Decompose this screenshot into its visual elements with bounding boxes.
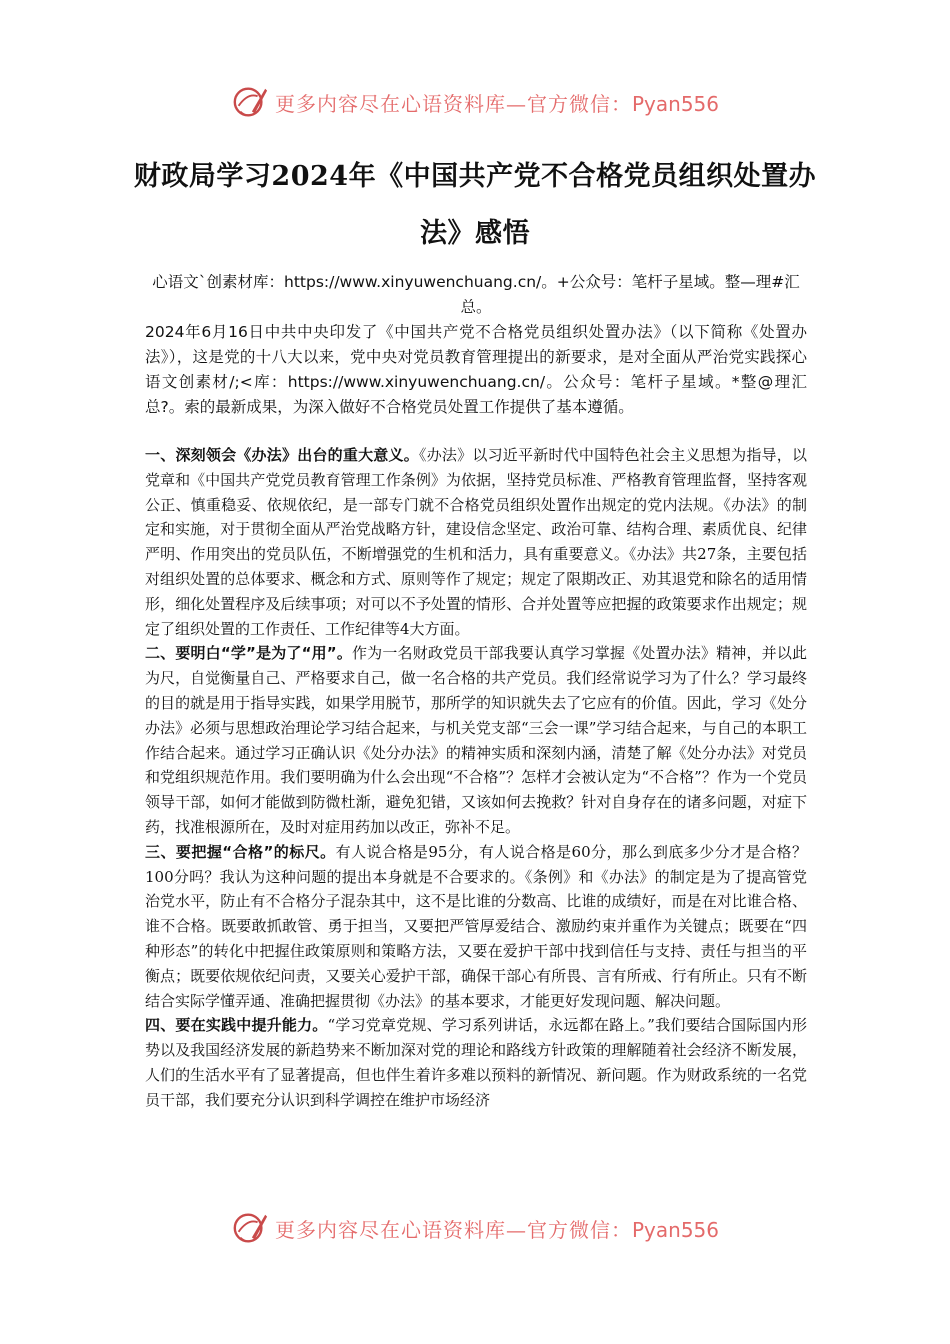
section-paragraph <box>145 641 807 839</box>
wechat-id: Pyan556 <box>631 1217 719 1242</box>
wechat-id: Pyan556 <box>631 91 719 116</box>
section-text: 作为一名财政党员干部我要认真学习掌握《处置办法》精神，并以此为尺，自觉衡量自己、严格要求自己，做一名合格的共产党员。我们经常说学习为了什么？学习最终的目的就是用于指导实践，如果学用脱节，那所学的知识就失去了它应有的价值。因此，学习《处分办法》必须与思想政治理论学习结合起来，与机关党支部“三会一课”学习结合起来，与自己的本职工作结合起来。通过学习正确认识《处分办法》的精神实质和深刻内涵，清楚了解《处分办法》对党员和党组织规范作用。我们要明确为什么会出现“不合格”？怎样才会被认定为“不合格”？作为一个党员领导干部，如何才能做到防微杜渐，避免犯错，又该如何去挽救？针对自身存在的诸多问题，对症下药，找准根源所在，及时对症用药加以改正，弥补不足。 <box>145 644 807 836</box>
section-heading: 三、要把握“合格”的标尺。 <box>145 842 336 861</box>
watermark-banner-top <box>0 80 950 124</box>
section-heading: 四、要在实践中提升能力。 <box>145 1016 328 1035</box>
document-body <box>145 443 807 1113</box>
page-title: 财政局学习2024年《中国共产党不合格党员组织处置办法》感悟 <box>133 161 817 249</box>
watermark-label: 更多内容尽在心语资料库—官方微信： <box>274 1217 632 1242</box>
section-heading: 一、深刻领会《办法》出台的重大意义。 <box>145 446 419 464</box>
intro-paragraph: 2024年6月16日中共中央印发了《中国共产党不合格党员组织处置办法》（以下简称《处置办法》），这是党的十八大以来，党中央对党员教育管理提出的新要求，是对全面从严治党实践探心语文创素材/;<库：https://www.xinyuwenchuang.cn/。公众号：笔杆子星域。*整@理汇总?。索的最新成果，为深入做好不合格党员处置工作提供了基本遵循。 <box>145 323 807 416</box>
source-line: 心语文`创素材库：https://www.xinyuwenchuang.cn/。+公众号：笔杆子星域。整—理#汇总。 <box>152 273 800 316</box>
section-paragraph <box>145 443 807 641</box>
watermark-label: 更多内容尽在心语资料库—官方微信： <box>274 91 632 116</box>
section-paragraph <box>145 1013 807 1112</box>
section-paragraph <box>145 840 807 1014</box>
watermark-text <box>275 1214 719 1243</box>
section-text: 有人说合格是95分，有人说合格是60分，那么到底多少分才是合格？100分吗？我认为这种问题的提出本身就是不合要求的。《条例》和《办法》的制定是为了提高管党治党水平，防止有不合格分子混杂其中，这不是比谁的分数高、比谁的成绩好，而是在对比谁合格、谁不合格。既要敢抓敢管、勇于担当，又要把严管厚爱结合、激励约束并重作为关键点；既要在“四种形态”的转化中把握住政策原则和策略方法，又要在爱护干部中找到信任与支持、责任与担当的平衡点；既要依规依纪问责，又要关心爱护干部，确保干部心有所畏、言有所戒、行有所止。只有不断结合实际学懂弄通、准确把握贯彻《办法》的基本要求，才能更好发现问题、解决问题。 <box>145 842 808 1010</box>
pen-logo-icon <box>231 83 269 121</box>
section-heading: 二、要明白“学”是为了“用”。 <box>145 644 353 663</box>
section-text: 《办法》以习近平新时代中国特色社会主义思想为指导，以党章和《中国共产党党员教育管理工作条例》为依据，坚持党员标准、严格教育管理监督，坚持客观公正、慎重稳妥、依规依纪，是一部专门就不合格党员组织处置作出规定的党内法规。《办法》的制定和实施，对于贯彻全面从严治党战略方针，建设信念坚定、政治可靠、结构合理、素质优良、纪律严明、作用突出的党员队伍，不断增强党的生机和活力，具有重要意义。《办法》共27条，主要包括对组织处置的总体要求、概念和方式、原则等作了规定；规定了限期改正、劝其退党和除名的适用情形，细化处置程序及后续事项；对可以不予处置的情形、合并处置等应把握的政策要求作出规定；规定了组织处置的工作责任、工作纪律等4大方面。 <box>145 446 807 638</box>
watermark-banner-bottom <box>0 1206 950 1250</box>
section-text: “学习党章党规、学习系列讲话，永远都在路上。”我们要结合国际国内形势以及我国经济发展的新趋势来不断加深对党的理论和路线方针政策的理解随着社会经济不断发展，人们的生活水平有了显著提高，但也伴生着许多难以预料的新情况、新问题。作为财政系统的一名党员干部，我们要充分认识到科学调控在维护市场经济 <box>145 1016 807 1109</box>
watermark-text <box>275 88 719 117</box>
pen-logo-icon <box>231 1209 269 1247</box>
